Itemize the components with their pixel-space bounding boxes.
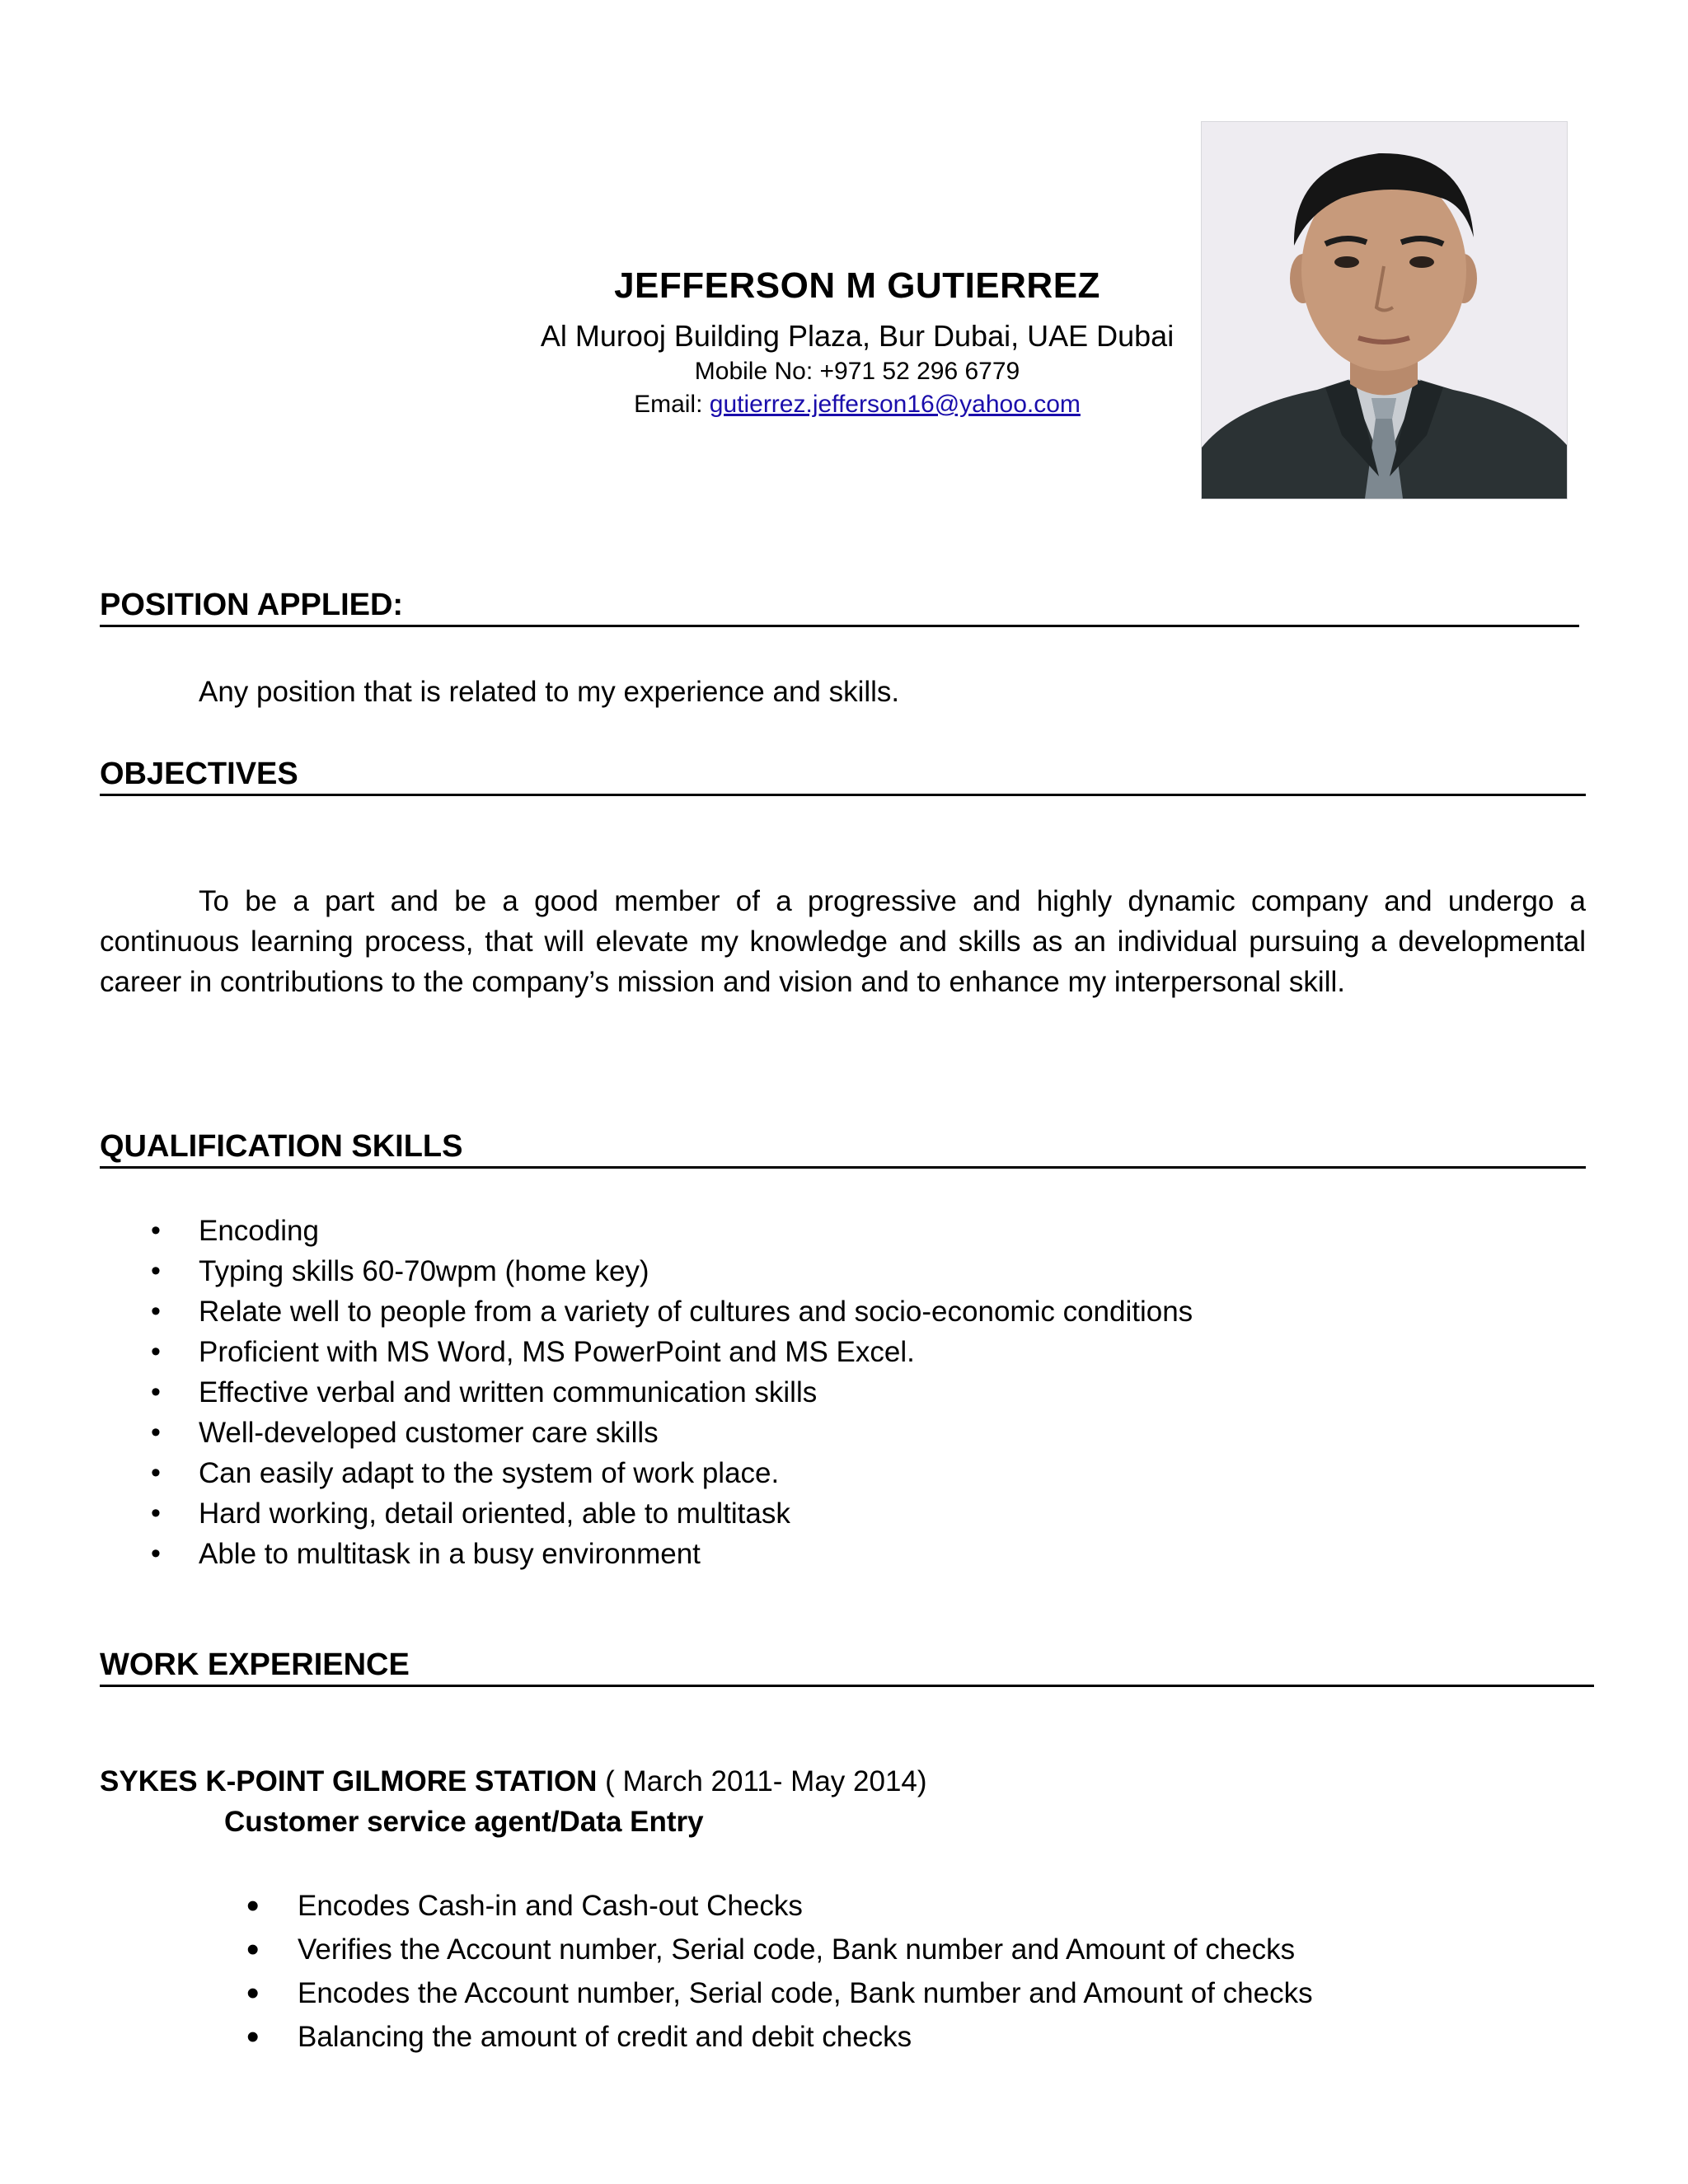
email-link[interactable]: gutierrez.jefferson16@yahoo.com [709, 391, 1081, 418]
list-item: • Encoding [100, 1211, 1583, 1251]
skills-list [100, 1211, 1583, 1574]
list-item: • Relate well to people from a variety of cultures and socio-economic conditions [100, 1291, 1583, 1332]
list-item: • Hard working, detail oriented, able to multitask [100, 1493, 1583, 1534]
job-company-line [100, 1765, 927, 1798]
job-duties-list [100, 1884, 1583, 2059]
list-item: • Encodes Cash-in and Cash-out Checks [100, 1884, 1583, 1928]
section-heading-objectives: OBJECTIVES [100, 756, 1586, 796]
mobile-number: Mobile No: +971 52 296 6779 [694, 358, 1020, 385]
list-item: • Balancing the amount of credit and debit checks [100, 2015, 1583, 2059]
list-item: • Effective verbal and written communication skills [100, 1372, 1583, 1413]
company-name: SYKES K-POINT GILMORE STATION [100, 1765, 598, 1797]
list-item: • Well-developed customer care skills [100, 1413, 1583, 1453]
job-role: Customer service agent/Data Entry [224, 1806, 704, 1838]
position-text: Any position that is related to my experience and skills. [199, 676, 900, 708]
email-label: Email: [634, 391, 710, 418]
objectives-text: To be a part and be a good member of a progressive and highly dynamic company and undergo a continuous learning process, that will elevate my knowledge and skills as an individual pursuing a developmental career in contributions to the company’s mission and vision and to enhance my interpersonal skill. [100, 885, 1586, 998]
job-dates: ( March 2011- May 2014) [597, 1765, 927, 1797]
email-line [429, 391, 1286, 419]
list-item: • Encodes the Account number, Serial code, Bank number and Amount of checks [100, 1971, 1583, 2015]
address: Al Murooj Building Plaza, Bur Dubai, UAE Dubai [540, 319, 1175, 353]
applicant-name: JEFFERSON M GUTIERREZ [614, 265, 1100, 306]
section-heading-work: WORK EXPERIENCE [100, 1647, 1594, 1687]
list-item: • Proficient with MS Word, MS PowerPoint and MS Excel. [100, 1332, 1583, 1372]
list-item: • Verifies the Account number, Serial code, Bank number and Amount of checks [100, 1928, 1583, 1971]
section-heading-position: POSITION APPLIED: [100, 587, 1579, 627]
section-heading-skills: QUALIFICATION SKILLS [100, 1128, 1586, 1169]
list-item: • Can easily adapt to the system of work place. [100, 1453, 1583, 1493]
profile-photo [1201, 121, 1568, 499]
list-item: • Able to multitask in a busy environment [100, 1534, 1583, 1574]
list-item: • Typing skills 60-70wpm (home key) [100, 1251, 1583, 1291]
